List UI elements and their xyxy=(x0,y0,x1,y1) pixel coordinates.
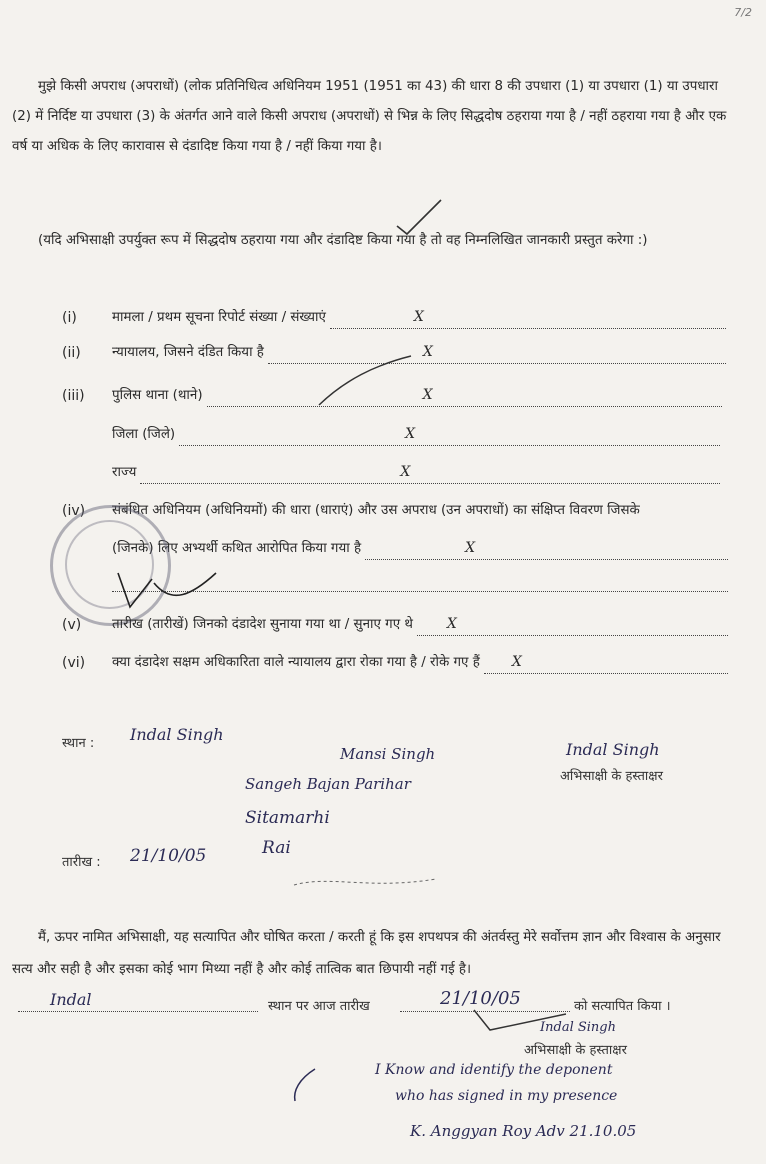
verify-signature-handwritten: Indal Singh xyxy=(540,1020,617,1035)
item-iv-line1 xyxy=(112,500,732,522)
state-label: राज्य xyxy=(112,465,137,480)
stamp-smudge-icon xyxy=(290,855,440,895)
item-iv-field xyxy=(365,540,728,560)
item-vi-number: (vi) xyxy=(62,655,86,671)
item-i-field xyxy=(330,309,726,329)
item-ii-label: न्यायालय, जिसने दंडित किया है xyxy=(112,345,264,360)
state-field xyxy=(140,464,720,484)
item-iii-row xyxy=(112,385,722,407)
item-iv-label-line1: संबंधित अधिनियम (अधिनियमों) की धारा (धाराएं) और उस अपराध (उन अपराधों) का संक्षिप्त विवरण जिसके xyxy=(112,503,640,518)
verification-paragraph xyxy=(12,922,730,986)
item-v-field xyxy=(417,616,728,636)
district-field xyxy=(179,426,720,446)
conviction-declaration-text: मुझे किसी अपराध (अपराधों) (लोक प्रतिनिधित्व अधिनियम 1951 (1951 का 43) की धारा 8 की उपधारा (1) या उपधारा (1) या उपधारा (2) में निर्दिष्ट या उपधारा (3) के अंतर्गत आने वाले किसी अपराध (अपराधों) से भिन्न के लिए सिद्धदोष ठहराया गया है / नहीं ठहराया गया है और एक वर्ष या अधिक के लिए कारावास से दंडादिष्ट किया गया है / नहीं किया गया है। xyxy=(12,79,727,154)
tick-mark-icon xyxy=(395,196,445,236)
verify-place-line xyxy=(18,1010,258,1012)
item-vi-row xyxy=(112,652,728,674)
deponent-signature-label: अभिसाक्षी के हस्ताक्षर xyxy=(560,769,663,784)
item-ii-row xyxy=(112,342,726,364)
item-iii-field xyxy=(207,387,722,407)
item-iii-label: पुलिस थाना (थाने) xyxy=(112,388,203,403)
handwritten-line3: Sangeh Bajan Parihar xyxy=(245,775,411,793)
item-vi-x: X xyxy=(511,654,522,670)
district-row xyxy=(112,424,720,446)
item-ii-x: X xyxy=(422,344,433,360)
handwritten-line4: Sitamarhi xyxy=(245,808,330,828)
item-iv-label-line2: (जिनके) लिए अभ्यर्थी कथित आरोपित किया गया है xyxy=(112,541,362,556)
date-label: तारीख : xyxy=(62,855,101,870)
handwritten-place: Indal Singh xyxy=(130,725,224,744)
deponent-signature-handwritten: Indal Singh xyxy=(566,740,660,759)
corner-page-mark: 7/2 xyxy=(734,6,752,19)
district-label: जिला (जिले) xyxy=(112,427,176,442)
arrow-stroke-icon xyxy=(285,1065,325,1105)
item-iv-x: X xyxy=(465,540,476,556)
state-x: X xyxy=(400,464,411,480)
advocate-note-line1: I Know and identify the deponent xyxy=(375,1062,613,1078)
item-i-label: मामला / प्रथम सूचना रिपोर्ट संख्या / संख्याएं xyxy=(112,310,326,325)
item-i-row xyxy=(112,307,726,329)
advocate-note-line3: K. Anggyan Roy Adv 21.10.05 xyxy=(410,1122,637,1140)
item-v-x: X xyxy=(446,616,457,632)
item-i-x: X xyxy=(413,309,424,325)
item-i-number: (i) xyxy=(62,310,77,326)
verify-signature-label: अभिसाक्षी के हस्ताक्षर xyxy=(524,1043,627,1058)
advocate-note-line2: who has signed in my presence xyxy=(395,1088,618,1104)
verify-end-text: को सत्यापित किया । xyxy=(574,999,671,1014)
verify-mid-text: स्थान पर आज तारीख xyxy=(268,999,370,1014)
verification-text: मैं, ऊपर नामित अभिसाक्षी, यह सत्यापित और घोषित करता / करती हूं कि इस शपथपत्र की अंतर्वस्तु मेरे सर्वोत्तम ज्ञान और विश्वास के अनुसार सत्य और सही है और इसका कोई भाग मिथ्या नहीं है और कोई तात्विक बात छिपायी नहीं गई है। xyxy=(12,930,721,977)
handwritten-date: 21/10/05 xyxy=(130,846,207,866)
item-iii-x: X xyxy=(422,387,433,403)
place-label: स्थान : xyxy=(62,736,95,751)
conviction-declaration-paragraph xyxy=(12,72,730,162)
handwritten-line2: Mansi Singh xyxy=(340,745,436,763)
district-x: X xyxy=(405,426,416,442)
state-row xyxy=(112,462,720,484)
handwritten-line5: Rai xyxy=(262,838,291,858)
verify-date-handwritten: 21/10/05 xyxy=(440,988,521,1009)
item-v-row xyxy=(112,614,728,636)
diagonal-stroke-icon xyxy=(315,350,415,410)
item-v-number: (v) xyxy=(62,617,82,633)
item-vi-label: क्या दंडादेश सक्षम अधिकारिता वाले न्यायालय द्वारा रोका गया है / रोके गए हैं xyxy=(112,655,480,670)
verify-place-handwritten: Indal xyxy=(50,990,92,1009)
item-iv-number: (iv) xyxy=(62,503,86,519)
conviction-instruction-text: (यदि अभिसाक्षी उपर्युक्त रूप में सिद्धदोष ठहराया गया और दंडादिष्ट किया गया है तो वह निम्नलिखित जानकारी प्रस्तुत करेगा :) xyxy=(38,233,648,248)
item-iv-line2 xyxy=(112,538,728,560)
item-v-label: तारीख (तारीखें) जिनको दंडादेश सुनाया गया था / सुनाए गए थे xyxy=(112,617,413,632)
item-iii-number: (iii) xyxy=(62,388,85,404)
item-ii-number: (ii) xyxy=(62,345,81,361)
item-vi-field xyxy=(484,654,728,674)
handwritten-scribble-icon xyxy=(112,565,222,615)
conviction-instruction-paragraph xyxy=(12,226,730,256)
